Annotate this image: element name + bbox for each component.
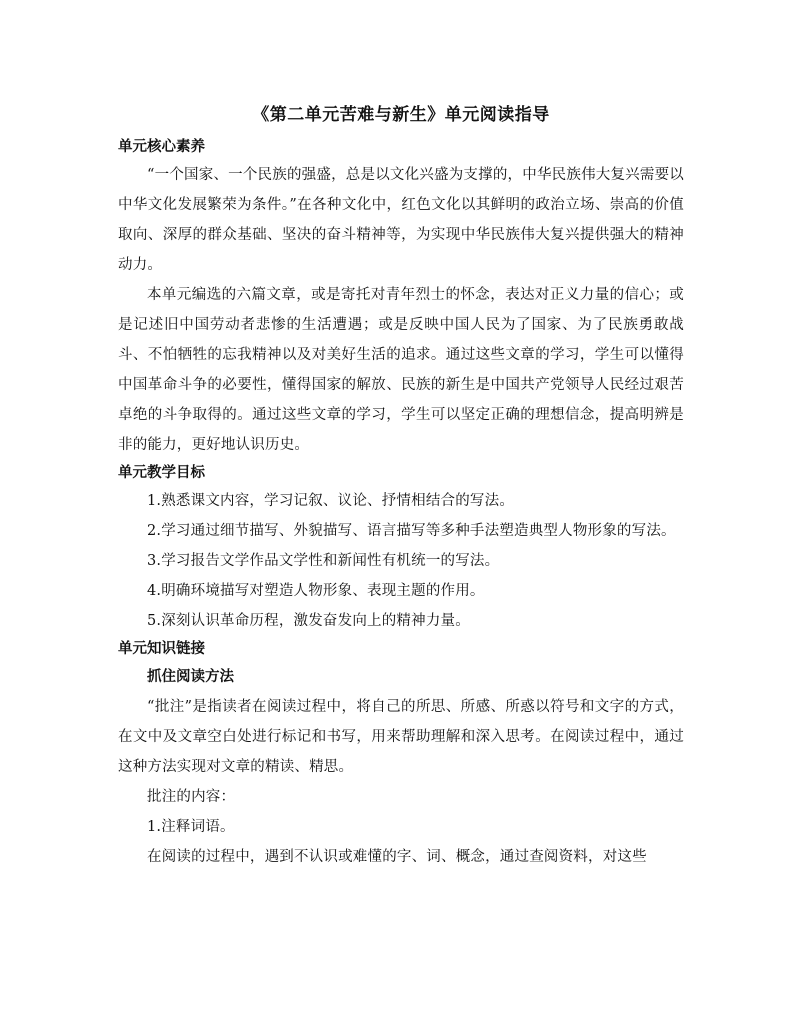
knowledge-paragraph-1: “批注”是指读者在阅读过程中，将自己的所思、所感、所惑以符号和文字的方式，在文中及文章空白处进行标记和书写，用来帮助理解和深入思考。在阅读过程中，通过这种方法实现对文章的精读、精思。 bbox=[118, 699, 684, 775]
section-heading-teaching-goals: 单元教学目标 bbox=[118, 465, 205, 481]
annotation-item-1: 1.注释词语。 bbox=[147, 819, 235, 835]
teaching-goal-item-1: 1.熟悉课文内容，学习记叙、议论、抒情相结合的写法。 bbox=[147, 493, 515, 509]
document-title: 《第二单元苦难与新生》单元阅读指导 bbox=[252, 105, 550, 125]
document-page bbox=[118, 100, 684, 872]
core-literacy-paragraph-2: 本单元编选的六篇文章，或是寄托对青年烈士的怀念，表达对正义力量的信心；或是记述旧中国劳动者悲惨的生活遭遇；或是反映中国人民为了国家、为了民族勇敢战斗、不怕牺牲的忘我精神以及对美好生活的追求。通过这些文章的学习，学生可以懂得中国革命斗争的必要性，懂得国家的解放、民族的新生是中国共产党领导人民经过艰苦卓绝的斗争取得的。通过这些文章的学习，学生可以坚定正确的理想信念，提高明辨是非的能力，更好地认识历史。 bbox=[118, 287, 684, 453]
section-heading-core-literacy: 单元核心素养 bbox=[118, 139, 205, 155]
teaching-goal-item-3: 3.学习报告文学作品文学性和新闻性有机统一的写法。 bbox=[147, 553, 500, 569]
teaching-goal-item-5: 5.深刻认识革命历程，激发奋发向上的精神力量。 bbox=[147, 613, 470, 629]
teaching-goal-item-2: 2.学习通过细节描写、外貌描写、语言描写等多种手法塑造典型人物形象的写法。 bbox=[147, 523, 676, 539]
knowledge-paragraph-2: 批注的内容： bbox=[147, 789, 236, 805]
subheading-reading-method: 抓住阅读方法 bbox=[147, 669, 234, 685]
teaching-goal-item-4: 4.明确环境描写对塑造人物形象、表现主题的作用。 bbox=[147, 583, 485, 599]
section-heading-knowledge-links: 单元知识链接 bbox=[118, 641, 205, 657]
core-literacy-paragraph-1: “一个国家、一个民族的强盛，总是以文化兴盛为支撑的，中华民族伟大复兴需要以中华文化发展繁荣为条件。”在各种文化中，红色文化以其鲜明的政治立场、崇高的价值取向、深厚的群众基础、坚决的奋斗精神等，为实现中华民族伟大复兴提供强大的精神动力。 bbox=[118, 167, 684, 273]
knowledge-paragraph-3: 在阅读的过程中，遇到不认识或难懂的字、词、概念，通过查阅资料，对这些 bbox=[147, 849, 647, 865]
